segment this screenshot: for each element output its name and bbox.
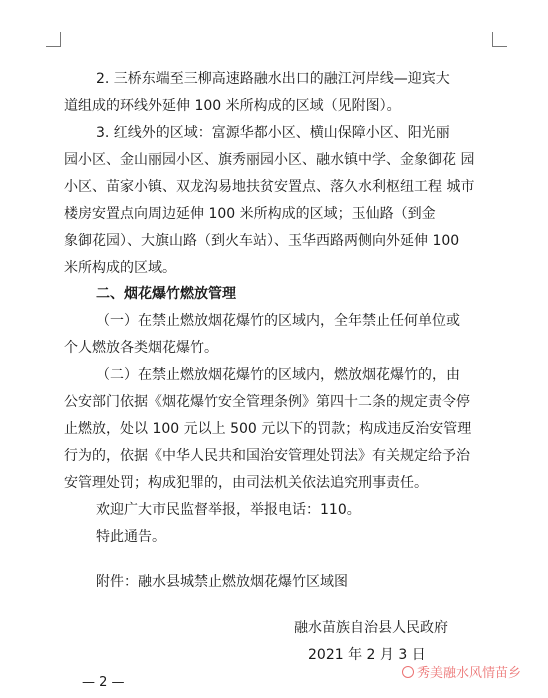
clause-2-line-3: 止燃放，处以 100 元以上 500 元以下的罚款；构成违反治安管理: [64, 421, 472, 437]
clause-1-line-2: 个人燃放各类烟花爆竹。: [64, 340, 218, 356]
item-3-line-2: 园小区、金山丽园小区、旗秀丽园小区、融水镇中学、金象御花 园: [64, 152, 475, 168]
closing-notice: 特此通告。: [96, 529, 166, 545]
watermark: [402, 662, 521, 681]
clause-2-line-2: 公安部门依据《烟花爆竹安全管理条例》第四十二条的规定责令停: [64, 394, 470, 410]
clause-2-line-1: （二）在禁止燃放烟花爆竹的区域内，燃放烟花爆竹的，由: [96, 367, 460, 383]
clause-2-line-5: 安管理处罚；构成犯罪的，由司法机关依法追究刑事责任。: [64, 475, 428, 491]
clause-1-line-1: （一）在禁止燃放烟花爆竹的区域内，全年禁止任何单位或: [96, 313, 460, 329]
item-2-line-2: 道组成的环线外延伸 100 米所构成的区域（见附图）。: [64, 98, 401, 114]
page-number: — 2 —: [82, 675, 125, 690]
issue-date: 2021 年 2 月 3 日: [308, 647, 426, 663]
item-3-line-6: 米所构成的区域。: [64, 260, 176, 276]
item-2-line-1: 2. 三桥东端至三柳高速路融水出口的融江河岸线—迎宾大: [96, 71, 450, 87]
attachment-line: 附件：融水县城禁止燃放烟花爆竹区域图: [96, 574, 348, 590]
section-heading: 二、烟花爆竹燃放管理: [96, 286, 236, 302]
issuer-name: 融水苗族自治县人民政府: [294, 620, 448, 636]
clause-2-line-4: 行为的，依据《中华人民共和国治安管理处罚法》有关规定给予治: [64, 448, 470, 464]
item-3-line-4: 楼房安置点向周边延伸 100 米所构成的区域；玉仙路（到金: [64, 206, 436, 222]
crop-mark-top-right: [492, 32, 507, 47]
watermark-text: 秀美融水风情苗乡: [417, 666, 522, 681]
crop-mark-top-left: [46, 32, 61, 47]
item-3-line-3: 小区、苗家小镇、双龙沟易地扶贫安置点、落久水利枢纽工程 城市: [64, 179, 475, 195]
item-3-line-5: 象御花园）、大旗山路（到火车站）、玉华西路两侧向外延伸 100: [64, 233, 460, 249]
watermark-icon: [402, 666, 414, 678]
report-hotline: 欢迎广大市民监督举报，举报电话：110。: [96, 502, 361, 518]
item-3-line-1: 3. 红线外的区域：富源华都小区、横山保障小区、阳光丽: [96, 125, 450, 141]
